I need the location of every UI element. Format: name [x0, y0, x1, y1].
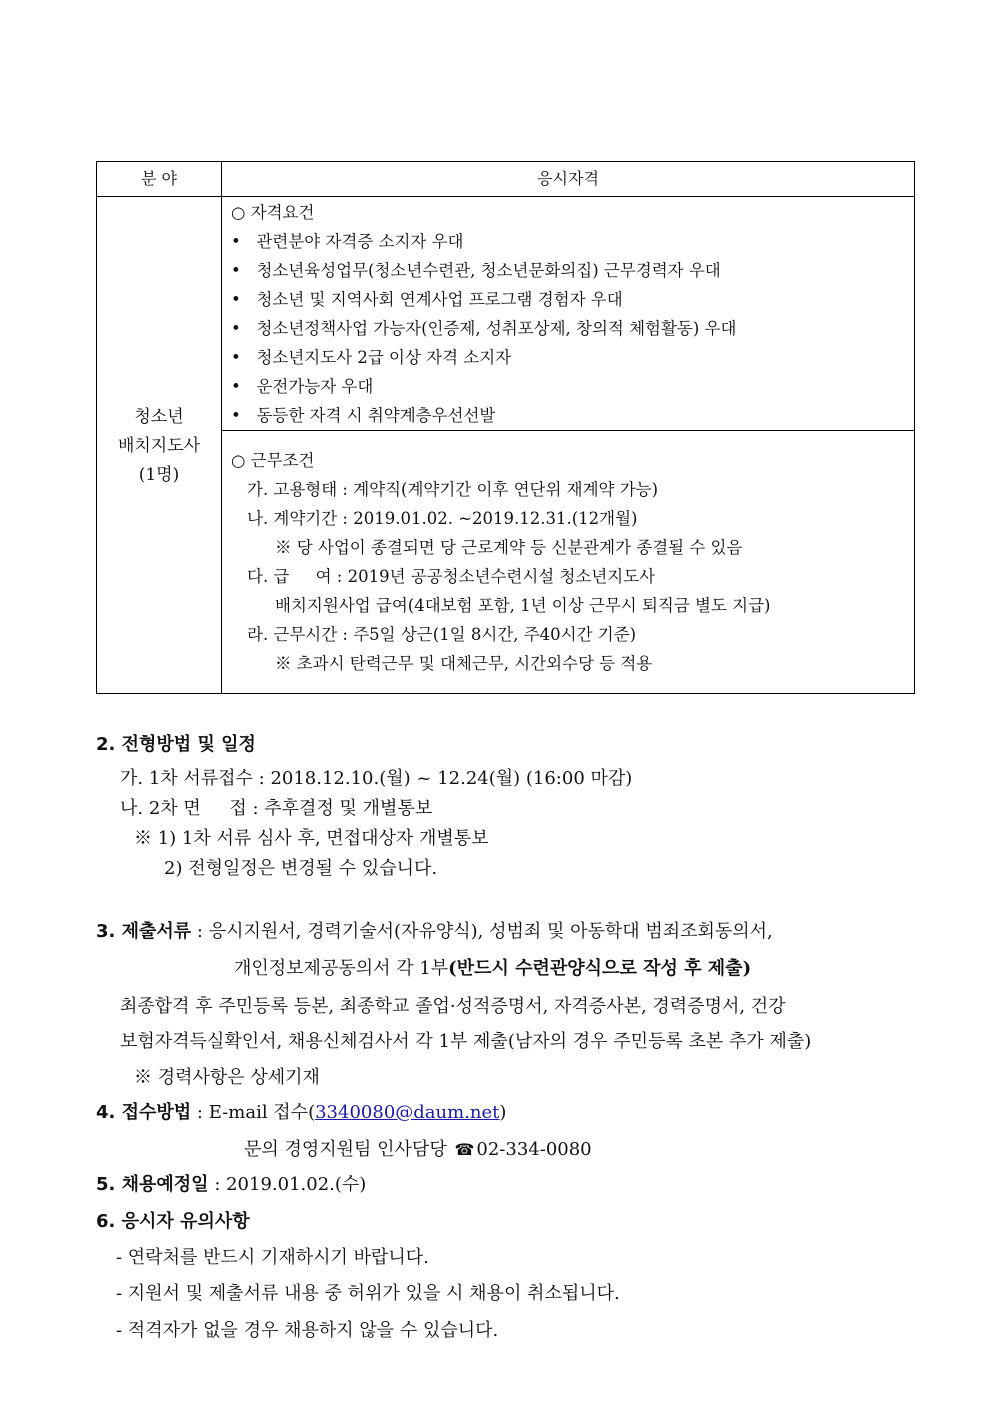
requirements-title: ○ 자격요건 — [231, 203, 315, 222]
bullet-icon: • — [231, 348, 241, 367]
requirement-text: 청소년지도사 2급 이상 자격 소지자 — [256, 348, 512, 367]
list-item — [231, 232, 464, 252]
section-4-title: 4. 접수방법 — [96, 1102, 192, 1123]
requirement-text: 청소년육성업무(청소년수련관, 청소년문화의집) 근무경력자 우대 — [256, 261, 721, 280]
field-name-line2: 배치지도사 — [117, 436, 201, 456]
bullet-icon: • — [231, 406, 241, 425]
section-3-line2 — [234, 958, 751, 980]
section-3-emphasis: (반드시 수련관양식으로 작성 후 제출) — [448, 958, 752, 979]
condition-note: ※ 당 사업이 종결되면 당 근로계약 등 신분관계가 종결될 수 있음 — [275, 538, 743, 557]
section-4-line1 — [96, 1102, 506, 1124]
list-item — [231, 348, 511, 368]
table-header-qualification: 응시자격 — [537, 169, 599, 188]
bullet-icon: • — [231, 377, 241, 396]
condition-note: ※ 초과시 탄력근무 및 대체근무, 시간외수당 등 적용 — [275, 654, 653, 673]
requirement-text: 운전가능자 우대 — [256, 377, 374, 396]
condition-line: 나. 계약기간 : 2019.01.02. ~2019.12.31.(12개월) — [247, 509, 638, 528]
section-2-line: 나. 2차 면 접 : 추후결정 및 개별통보 — [120, 798, 433, 819]
table-header-divider — [97, 196, 914, 197]
phone-icon: ☎ — [454, 1140, 475, 1159]
field-name-cell — [97, 403, 221, 490]
conditions-title: ○ 근무조건 — [231, 451, 315, 470]
email-link[interactable]: 3340080@daum.net — [315, 1102, 500, 1123]
section-5-line — [96, 1174, 366, 1196]
section-3-note: ※ 경력사항은 상세기재 — [134, 1067, 320, 1088]
list-item: - 지원서 및 제출서류 내용 중 허위가 있을 시 채용이 취소됩니다. — [116, 1283, 620, 1304]
requirement-text: 동등한 자격 시 취약계층우선선발 — [256, 406, 496, 425]
list-item: - 적격자가 없을 경우 채용하지 않을 수 있습니다. — [116, 1320, 499, 1341]
field-name-line3: (1명) — [138, 465, 180, 485]
section-3-line3: 최종합격 후 주민등록 등본, 최종학교 졸업·성적증명서, 자격증사본, 경력증명서, 건강 — [120, 996, 786, 1017]
bullet-icon: • — [231, 261, 241, 280]
section-3-line1 — [96, 921, 773, 943]
section-2-note: ※ 1) 1차 서류 심사 후, 면접대상자 개별통보 — [134, 828, 489, 849]
contact-label: 문의 경영지원팀 인사담당 — [244, 1139, 447, 1160]
section-2-line: 가. 1차 서류접수 : 2018.12.10.(월) ~ 12.24(월) (16:00 마감) — [120, 768, 633, 789]
section-2-title: 2. 전형방법 및 일정 — [96, 734, 256, 755]
section-2-note: 2) 전형일정은 변경될 수 있습니다. — [164, 858, 438, 879]
section-4-text-suffix: ) — [499, 1102, 507, 1123]
list-item: - 연락처를 반드시 기재하시기 바랍니다. — [116, 1247, 429, 1268]
section-3-title: 3. 제출서류 — [96, 921, 192, 942]
section-3-text: 개인정보제공동의서 각 1부 — [234, 958, 449, 979]
bullet-icon: • — [231, 290, 241, 309]
section-6-title: 6. 응시자 유의사항 — [96, 1211, 250, 1232]
qualification-table — [96, 161, 915, 694]
list-item — [231, 377, 373, 397]
list-item — [231, 290, 623, 310]
requirement-text: 청소년정책사업 가능자(인증제, 성취포상제, 창의적 체험활동) 우대 — [256, 319, 737, 338]
list-item — [231, 406, 495, 426]
condition-line: 가. 고용형태 : 계약직(계약기간 이후 연단위 재계약 가능) — [247, 480, 659, 499]
section-4-text: : E-mail 접수( — [196, 1102, 316, 1123]
section-5-value: : 2019.01.02.(수) — [214, 1174, 367, 1195]
table-section-divider — [221, 430, 914, 431]
condition-line: 라. 근무시간 : 주5일 상근(1일 8시간, 주40시간 기준) — [247, 625, 637, 644]
condition-line: 다. 급 여 : 2019년 공공청소년수련시설 청소년지도사 — [247, 567, 656, 586]
section-5-title: 5. 채용예정일 — [96, 1174, 209, 1195]
bullet-icon: • — [231, 319, 241, 338]
condition-line-continued: 배치지원사업 급여(4대보험 포함, 1년 이상 근무시 퇴직금 별도 지급) — [275, 596, 771, 615]
requirement-text: 청소년 및 지역사회 연계사업 프로그램 경험자 우대 — [256, 290, 623, 309]
section-3-line4: 보험자격득실확인서, 채용신체검사서 각 1부 제출(남자의 경우 주민등록 초본 추가 제출) — [120, 1031, 812, 1052]
requirement-text: 관련분야 자격증 소지자 우대 — [256, 232, 464, 251]
bullet-icon: • — [231, 232, 241, 251]
list-item — [231, 319, 736, 339]
table-column-divider — [221, 162, 222, 693]
field-name-line1: 청소년 — [134, 407, 184, 427]
section-3-text: : 응시지원서, 경력기술서(자유양식), 성범죄 및 아동학대 범죄조회동의서, — [196, 921, 773, 942]
section-4-contact — [244, 1139, 592, 1161]
phone-number: 02-334-0080 — [476, 1139, 592, 1160]
list-item — [231, 261, 721, 281]
table-header-field: 분 야 — [141, 169, 177, 188]
